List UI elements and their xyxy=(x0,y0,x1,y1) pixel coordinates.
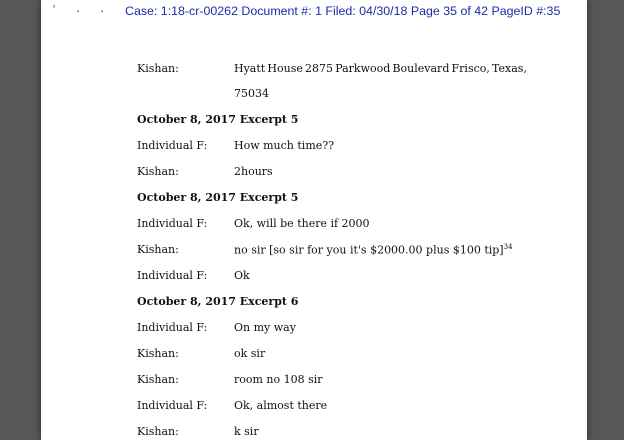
speaker-label: Individual F: xyxy=(137,217,208,230)
message-text: On my way xyxy=(234,321,296,334)
message-text: k sir xyxy=(234,425,259,438)
message-text: 2hours xyxy=(234,165,273,178)
message-text: room no 108 sir xyxy=(234,373,323,386)
stray-scan-mark: ' . . xyxy=(51,4,112,15)
speaker-label: Kishan: xyxy=(137,165,179,178)
message-text-with-footnote xyxy=(234,243,513,257)
address-word: Boulevard xyxy=(392,62,450,75)
address-line-1 xyxy=(234,62,527,75)
message-text: Ok xyxy=(234,269,250,282)
document-page xyxy=(41,0,587,440)
speaker-label: Individual F: xyxy=(137,399,208,412)
speaker-label: Kishan: xyxy=(137,62,179,75)
message-text: Ok, almost there xyxy=(234,399,328,412)
message-text: Ok, will be there if 2000 xyxy=(234,217,370,230)
message-text: ok sir xyxy=(234,347,266,360)
address-word: Parkwood xyxy=(335,62,391,75)
address-word: House xyxy=(267,62,303,75)
speaker-label: Kishan: xyxy=(137,425,179,438)
footnote-ref: 34 xyxy=(503,243,513,251)
speaker-label: Kishan: xyxy=(137,243,179,256)
speaker-label: Individual F: xyxy=(137,321,208,334)
speaker-label: Kishan: xyxy=(137,373,179,386)
case-header: Case: 1:18-cr-00262 Document #: 1 Filed: 04/30/18 Page 35 of 42 PageID #:35 xyxy=(125,4,561,18)
excerpt-heading: October 8, 2017 Excerpt 6 xyxy=(137,295,299,308)
speaker-label: Kishan: xyxy=(137,347,179,360)
address-word: Frisco, xyxy=(451,62,490,75)
excerpt-heading: October 8, 2017 Excerpt 5 xyxy=(137,191,299,204)
address-word: Hyatt xyxy=(234,62,266,75)
address-line-2: 75034 xyxy=(234,87,269,100)
speaker-label: Individual F: xyxy=(137,269,208,282)
excerpt-heading: October 8, 2017 Excerpt 5 xyxy=(137,113,299,126)
message-text: no sir [so sir for you it's $2000.00 plus $100 tip] xyxy=(234,243,504,257)
address-word: Texas, xyxy=(492,62,527,75)
message-text: How much time?? xyxy=(234,139,335,152)
speaker-label: Individual F: xyxy=(137,139,208,152)
address-word: 2875 xyxy=(305,62,334,75)
